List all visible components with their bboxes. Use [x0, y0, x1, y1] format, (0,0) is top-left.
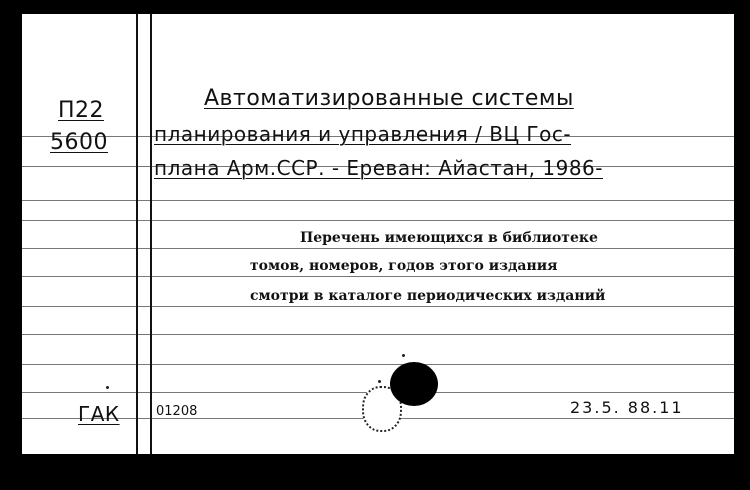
ruled-line: [22, 248, 734, 249]
catalog-card: [22, 14, 734, 454]
bottom-number: 01208: [156, 404, 198, 419]
call-number-2: 5600: [50, 130, 108, 155]
margin-line-left: [136, 14, 138, 454]
ink-speck: [106, 386, 109, 389]
ink-speck: [402, 354, 405, 357]
ruled-line: [22, 334, 734, 335]
ruled-line: [22, 306, 734, 307]
stamp-line-1: Перечень имеющихся в библиотеке: [300, 230, 598, 246]
ruled-line: [22, 276, 734, 277]
title-line-1: Автоматизированные системы: [204, 86, 574, 111]
ink-blot: [390, 362, 438, 406]
ink-speck: [378, 380, 381, 383]
ruled-line: [22, 220, 734, 221]
ruled-line: [22, 200, 734, 201]
title-line-2: планирования и управления / ВЦ Гос-: [154, 122, 572, 146]
stamp-line-3: смотри в каталоге периодических изданий: [250, 288, 606, 304]
bottom-left-code: ГАК: [78, 402, 120, 426]
margin-line-right: [150, 14, 152, 454]
call-number-1: П22: [58, 98, 105, 123]
date: 23.5. 88.11: [570, 398, 684, 417]
title-line-3: плана Арм.ССР. - Ереван: Айастан, 1986-: [154, 156, 604, 180]
ruled-line: [22, 364, 734, 365]
stamp-line-2: томов, номеров, годов этого издания: [250, 258, 558, 274]
